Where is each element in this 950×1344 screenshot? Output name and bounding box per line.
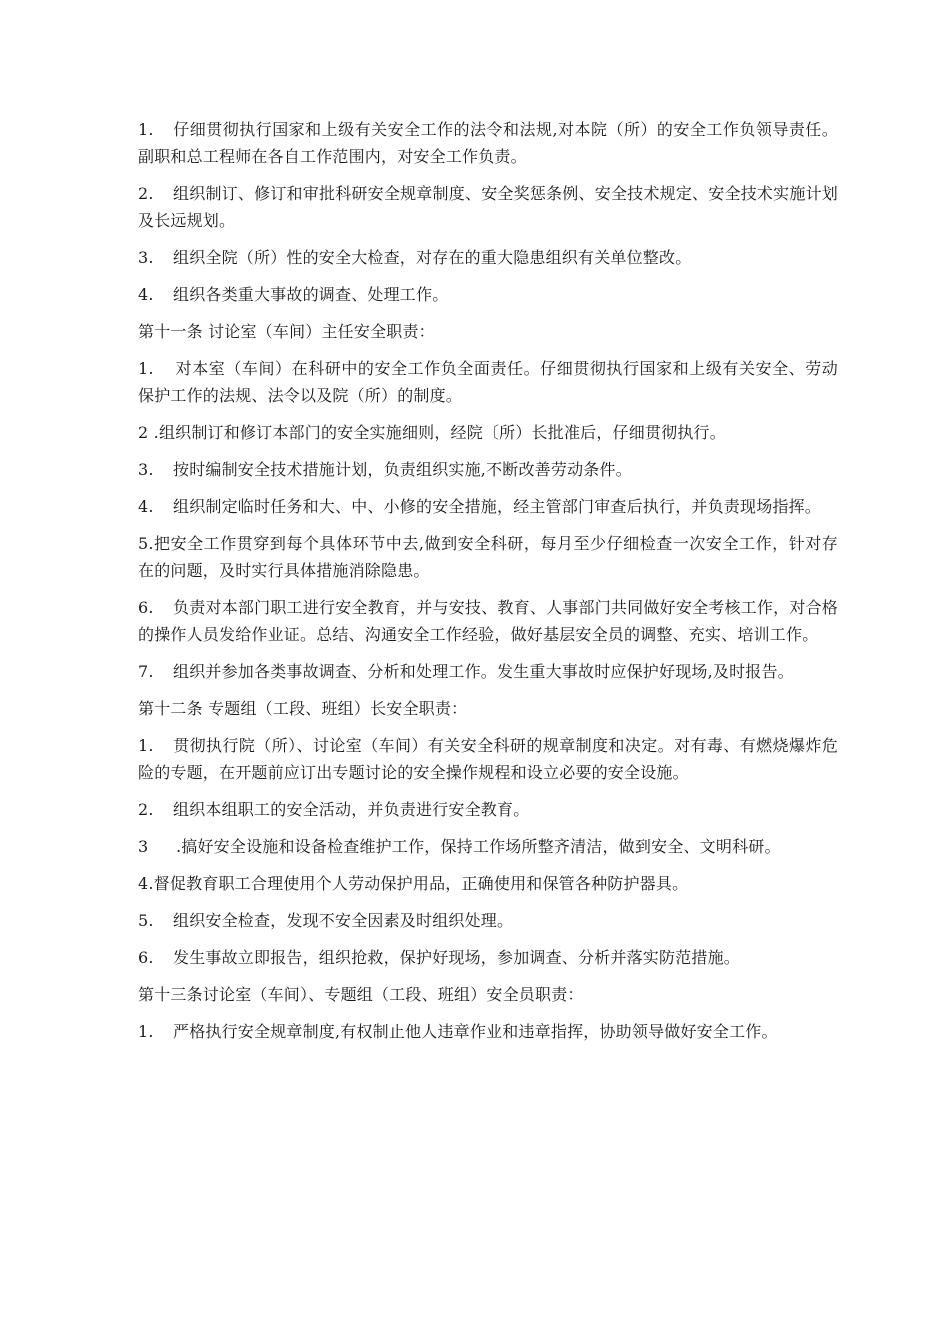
section-heading: [138, 981, 838, 1008]
item-number: 1.: [138, 1022, 154, 1041]
paragraph-text: 按时编制安全技术措施计划，负责组织实施,不断改善劳动条件。: [173, 460, 632, 479]
paragraph: [138, 456, 838, 483]
paragraph-text: 负责对本部门职工进行安全教育，并与安技、教育、人事部门共同做好安全考核工作，对合格的操作人员发给作业证。总结、沟通安全工作经验，做好基层安全员的调整、充实、培训工作。: [138, 598, 838, 644]
paragraph-text: 组织全院（所）性的安全大检查，对存在的重大隐患组织有关单位整改。: [173, 248, 692, 267]
paragraph: [138, 594, 838, 648]
item-number: 7.: [138, 662, 154, 681]
paragraph-text: .搞好安全设施和设备检查维护工作，保持工作场所整齐清洁，做到安全、文明科研。: [176, 837, 781, 856]
section-heading: [138, 695, 838, 722]
item-number: 6.: [138, 598, 154, 617]
paragraph-text: 组织并参加各类事故调查、分析和处理工作。发生重大事故时应保护好现场,及时报告。: [173, 662, 794, 681]
paragraph: [138, 870, 838, 897]
item-number: 1.: [138, 359, 154, 378]
heading-text: 第十二条 专题组（工段、班组）长安全职责：: [138, 699, 468, 718]
paragraph: [138, 907, 838, 934]
paragraph-text: 发生事故立即报告，组织抢救，保护好现场，参加调查、分析并落实防范措施。: [173, 948, 741, 967]
paragraph: [138, 1018, 838, 1045]
item-number: 3.: [138, 460, 154, 479]
paragraph: [138, 180, 838, 234]
item-number: 1.: [138, 736, 154, 755]
paragraph-text: 严格执行安全规章制度,有权制止他人违章作业和违章指挥，协助领导做好安全工作。: [173, 1022, 778, 1041]
paragraph: [138, 658, 838, 685]
paragraph: [138, 355, 838, 409]
item-number: 6.: [138, 948, 154, 967]
paragraph: [138, 796, 838, 823]
paragraph-text: 5.把安全工作贯穿到每个具体环节中去,做到安全科研，每月至少仔细检查一次安全工作，针对存在的问题，及时实行具体措施消除隐患。: [138, 534, 838, 580]
paragraph-text: 组织本组职工的安全活动，并负责进行安全教育。: [173, 800, 530, 819]
paragraph: [138, 493, 838, 520]
item-number: 5.: [138, 911, 154, 930]
item-number: 2.: [138, 800, 154, 819]
paragraph-text: 组织各类重大事故的调查、处理工作。: [173, 285, 449, 304]
paragraph: [138, 530, 838, 584]
paragraph-text: 组织制订、修订和审批科研安全规章制度、安全奖惩条例、安全技术规定、安全技术实施计划及长远规划。: [138, 184, 838, 230]
paragraph-text: 仔细贯彻执行国家和上级有关安全工作的法令和法规,对本院（所）的安全工作负领导责任。副职和总工程师在各自工作范围内，对安全工作负责。: [138, 120, 838, 166]
paragraph: [138, 116, 838, 170]
item-number: 4.: [138, 497, 154, 516]
paragraph-text: 2 .组织制订和修订本部门的安全实施细则，经院〔所）长批准后，仔细贯彻执行。: [138, 423, 726, 442]
item-number: 3.: [138, 248, 154, 267]
paragraph-text: 贯彻执行院（所）、讨论室（车间）有关安全科研的规章制度和决定。对有毒、有燃烧爆炸危险的专题，在开题前应订出专题讨论的安全操作规程和设立必要的安全设施。: [138, 736, 838, 782]
paragraph: [138, 944, 838, 971]
paragraph: [138, 244, 838, 271]
section-heading: [138, 318, 838, 345]
paragraph: [138, 833, 838, 860]
item-number: 4.: [138, 285, 154, 304]
document-body: [138, 116, 838, 1055]
paragraph: [138, 281, 838, 308]
heading-text: 第十三条讨论室（车间）、专题组（工段、班组）安全员职责：: [138, 985, 584, 1004]
paragraph-text: 组织安全检查，发现不安全因素及时组织处理。: [173, 911, 514, 930]
item-number: 1.: [138, 120, 154, 139]
paragraph-text: 4.督促教育职工合理使用个人劳动保护用品，正确使用和保管各种防护器具。: [138, 874, 689, 893]
paragraph: [138, 732, 838, 786]
paragraph-text: 组织制定临时任务和大、中、小修的安全措施，经主管部门审查后执行，并负责现场指挥。: [173, 497, 822, 516]
heading-text: 第十一条 讨论室（车间）主任安全职责：: [138, 322, 435, 341]
item-number: 2.: [138, 184, 154, 203]
paragraph-text: 对本室（车间）在科研中的安全工作负全面责任。仔细贯彻执行国家和上级有关安全、劳动保护工作的法规、法令以及院（所）的制度。: [138, 359, 838, 405]
item-number: 3: [138, 837, 149, 856]
paragraph: [138, 419, 838, 446]
